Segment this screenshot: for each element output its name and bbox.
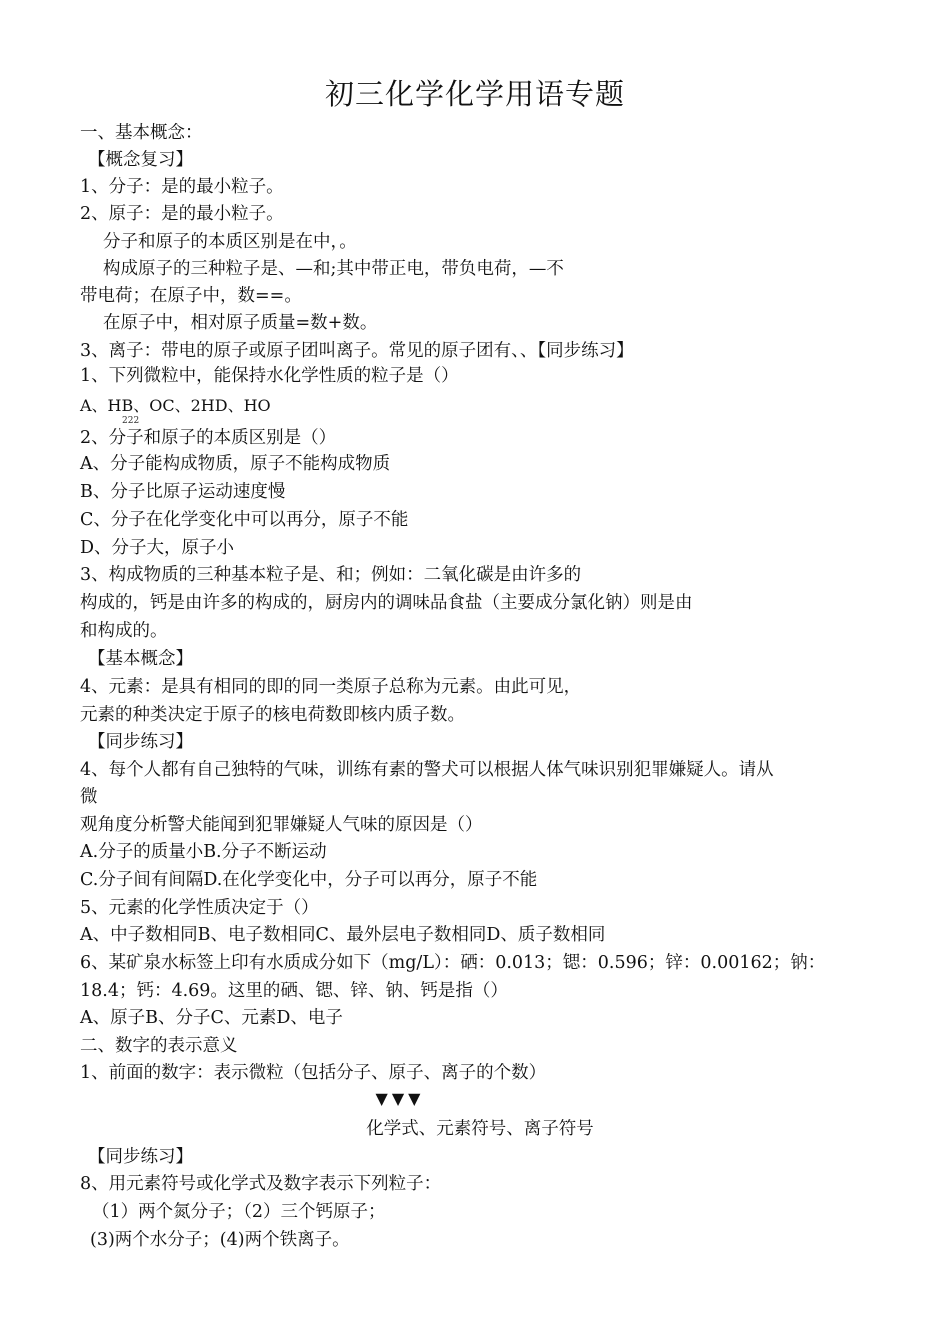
answer-options: C.分子间有间隔D.在化学变化中，分子可以再分，原子不能 [80,870,538,890]
question-text: 8、用元素符号或化学式及数字表示下列粒子： [80,1174,442,1194]
section-heading-number-meaning: 二、数字的表示意义 [80,1036,238,1056]
answer-options: A、HB、OC、2HD、HO [80,396,271,415]
text-line: 在原子中，相对原子质量=数+数。 [103,313,378,333]
subsection-heading-review: 【概念复习】 [88,150,193,170]
page-title: 初三化学化学用语专题 [324,77,625,111]
question-text: （1）两个氮分子；（2）三个钙原子； [92,1202,386,1222]
question-text: 观角度分析警犬能闻到犯罪嫌疑人气味的原因是（） [80,815,483,835]
text-line: 带电荷；在原子中，数==。 [80,286,302,306]
question-text: 1、下列微粒中，能保持水化学性质的粒子是（） [80,366,459,386]
question-text: 18.4；钙：4.69。这里的硒、锶、锌、钠、钙是指（） [80,981,508,1001]
section-heading-basic-concepts: 一、基本概念： [80,123,203,143]
text-line: 元素的种类决定于原子的核电荷数即核内质子数。 [80,705,465,725]
question-text: 和构成的。 [80,621,168,641]
subsection-heading-practice: 【同步练习】 [88,1147,193,1167]
text-line: 3、离子：带电的原子或原子团叫离子。常见的原子团有、、【同步练习】 [80,341,634,361]
text-line: 1、分子：是的最小粒子。 [80,177,284,197]
question-text: 5、元素的化学性质决定于（） [80,898,319,918]
answer-options: A、中子数相同B、电子数相同C、最外层电子数相同D、质子数相同 [80,925,606,945]
question-text: 微 [80,787,98,807]
text-line: 1、前面的数字：表示微粒（包括分子、原子、离子的个数） [80,1063,547,1083]
question-text: 4、每个人都有自己独特的气味，训练有素的警犬可以根据人体气味识别犯罪嫌疑人。请从 [80,760,774,780]
text-line: 分子和原子的本质区别是在中，。 [103,232,357,252]
answer-options: A、原子B、分子C、元素D、电子 [80,1008,343,1028]
question-text: 2、分子和原子的本质区别是（） [80,428,337,448]
text-line: 化学式、元素符号、离子符号 [366,1119,594,1139]
answer-option: D、分子大，原子小 [80,538,235,558]
text-line: 4、元素：是具有相同的即的同一类原子总称为元素。由此可见， [80,677,582,697]
answer-options: A.分子的质量小B.分子不断运动 [80,842,327,862]
text-line: 构成原子的三种粒子是、—和;其中带正电，带负电荷，—不 [103,259,564,279]
answer-option: B、分子比原子运动速度慢 [80,482,286,502]
question-text: (3)两个水分子；(4)两个铁离子。 [90,1230,350,1250]
answer-option: C、分子在化学变化中可以再分，原子不能 [80,510,409,530]
question-text: 3、构成物质的三种基本粒子是、和；例如：二氧化碳是由许多的 [80,565,582,585]
answer-option: A、分子能构成物质，原子不能构成物质 [80,454,391,474]
subscript-digits: 222 [122,416,140,426]
question-text: 构成的，钙是由许多的构成的，厨房内的调味品食盐（主要成分氯化钠）则是由 [80,593,693,613]
text-line: 2、原子：是的最小粒子。 [80,204,284,224]
question-text: 6、某矿泉水标签上印有水质成分如下（mg/L）：硒：0.013；锶：0.596；锌：0.00162；钠： [80,953,826,973]
subsection-heading-basic-concepts: 【基本概念】 [88,649,193,669]
down-arrows-icon: ▼▼▼ [375,1089,425,1108]
subsection-heading-practice: 【同步练习】 [88,732,193,752]
